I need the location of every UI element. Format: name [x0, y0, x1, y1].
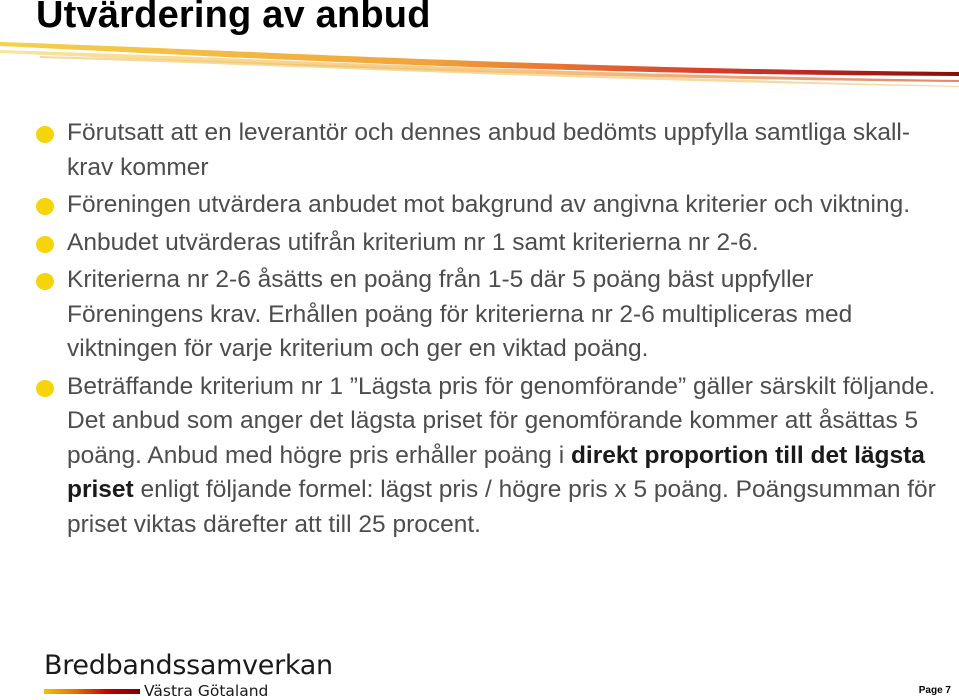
bullet-text: Anbudet utvärderas utifrån kriterium nr 1 samt kriterierna nr 2-6. — [67, 228, 759, 256]
bullet-item — [36, 370, 941, 543]
bullet-text-before: Beträffande kriterium nr 1 ”Lägsta pris för genomförande” gäller särskilt följande. Det anbud som anger det lägsta priset för genomförande kommer att åsättas 5 poäng. Anbud med högre pris erhåller poäng i — [67, 372, 936, 469]
bullet-dot-icon — [36, 126, 54, 143]
bullet-dot-icon — [36, 236, 54, 253]
logo-color-bar — [44, 689, 140, 694]
logo-main-text: Bredbandssamverkan — [44, 650, 333, 681]
bullet-text: Förutsatt att en leverantör och dennes anbud bedömts uppfylla samtliga skall-krav kommer — [67, 119, 911, 181]
slide-title: Utvärdering av anbud — [36, 0, 431, 36]
bullet-dot-icon — [36, 273, 54, 290]
decorative-swoosh — [0, 28, 959, 98]
organization-logo — [44, 650, 333, 700]
bullet-text-bold: direkt proportion till det lägsta priset — [67, 441, 925, 503]
bullet-item — [36, 226, 941, 261]
bullet-dot-icon — [36, 198, 54, 215]
bullet-item — [36, 116, 941, 185]
bullet-text-after: enligt följande formel: lägst pris / högre pris x 5 poäng. Poängsumman för priset viktas därefter att till 25 procent. — [67, 476, 936, 538]
page-number: Page 7 — [918, 685, 951, 696]
bullet-list — [36, 116, 941, 545]
bullet-item — [36, 188, 941, 223]
bullet-item — [36, 263, 941, 367]
logo-sub-text: Västra Götaland — [144, 682, 269, 700]
bullet-text: Kriterierna nr 2-6 åsätts en poäng från 1-5 där 5 poäng bäst uppfyller Föreningens krav. Erhållen poäng för kriterierna nr 2-6 multipliceras med viktningen för varje kriterium och ger en viktad poäng. — [67, 266, 853, 362]
bullet-dot-icon — [36, 380, 54, 397]
bullet-text: Föreningen utvärdera anbudet mot bakgrund av angivna kriterier och viktning. — [67, 191, 911, 218]
